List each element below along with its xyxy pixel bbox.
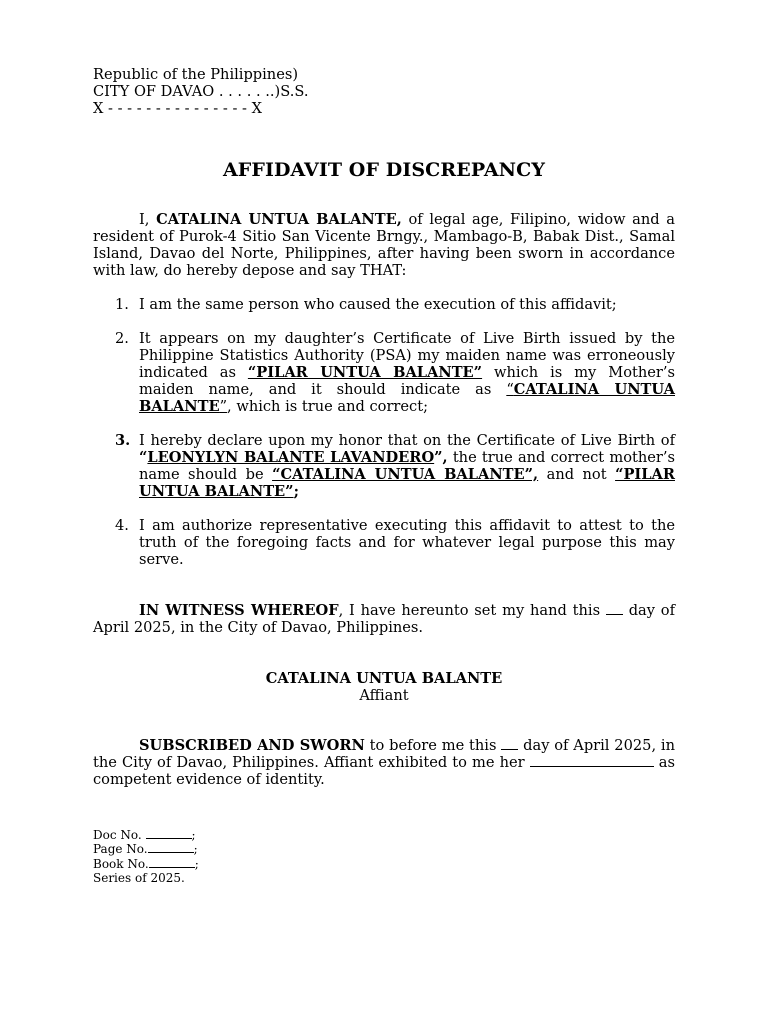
doc-no-blank — [146, 828, 192, 839]
quote-mark: “ — [139, 449, 148, 466]
item-text: I am authorize representative executing this affidavit to attest to the truth of the foregoing facts and for whatever legal purpose this may serve. — [139, 517, 675, 568]
doc-no-label: Doc No. — [93, 828, 146, 842]
semicolon: ; — [193, 842, 198, 857]
statement-list — [93, 296, 675, 568]
day-blank-line — [501, 737, 518, 750]
intro-text-rest: of legal age, Filipino, widow and a resident of Purok-4 Sitio San Vicente Brngy., Mambago-B, Babak Dist., Samal Island, Davao del Norte, Philippines, after having been sworn in accordance with law, do hereby depose and say THAT: — [93, 211, 675, 279]
document-title: AFFIDAVIT OF DISCREPANCY — [222, 159, 546, 181]
item-number: 3. — [115, 432, 131, 449]
affiant-role: Affiant — [359, 687, 409, 704]
series-line: Series of 2025. — [93, 870, 185, 885]
book-no-label: Book No. — [93, 856, 149, 871]
witness-text: day of April 2025, in the City of Davao, Philippines. — [93, 602, 675, 636]
correct-name-highlight: “CATALINA UNTUA BALANTE”, — [272, 466, 539, 483]
jurat-paragraph — [93, 737, 675, 788]
item-number: 4. — [115, 517, 129, 534]
correct-name-highlight: CATALINA UNTUA BALANTE — [139, 381, 675, 415]
item-punctuation: ; — [293, 483, 299, 500]
book-no-line — [93, 857, 675, 871]
item-text: which is my Mother’s maiden name, and it should indicate as — [139, 364, 675, 398]
witness-text: , I have hereunto set my hand this — [338, 602, 606, 619]
intro-paragraph — [93, 211, 675, 279]
item-number: 1. — [115, 296, 129, 313]
jurat-text: as competent evidence of identity. — [93, 754, 675, 788]
quote-mark: “ — [506, 381, 514, 398]
item-text: I hereby declare upon my honor that on the Certificate of Live Birth of — [139, 432, 675, 449]
venue-line-separator: X - - - - - - - - - - - - - - - X — [93, 100, 262, 117]
book-no-blank — [149, 857, 195, 868]
semicolon: ; — [194, 856, 199, 871]
quote-mark: ” — [219, 398, 228, 415]
venue-line-city: CITY OF DAVAO . . . . . ..)S.S. — [93, 83, 309, 100]
item-number: 2. — [115, 330, 129, 347]
statement-item-3 — [93, 432, 675, 500]
venue-header — [93, 66, 675, 117]
semicolon: ; — [191, 828, 196, 842]
id-blank-line — [530, 754, 654, 767]
signature-block — [93, 670, 675, 704]
witness-lead: IN WITNESS WHEREOF — [139, 602, 339, 619]
statement-item-1 — [93, 296, 675, 313]
notarial-register — [93, 828, 675, 885]
page-no-label: Page No. — [93, 842, 148, 857]
quote-mark: ”, — [434, 449, 448, 466]
wrong-name-highlight: “PILAR UNTUA BALANTE” — [139, 466, 675, 500]
jurat-text: day of April 2025, in the City of Davao, Philippines. Affiant exhibited to me her — [93, 737, 675, 771]
venue-line-republic: Republic of the Philippines) — [93, 66, 299, 83]
witness-paragraph — [93, 602, 675, 636]
item-text: , which is true and correct; — [227, 398, 428, 415]
jurat-lead: SUBSCRIBED AND SWORN — [139, 737, 365, 754]
jurat-text: to before me this — [364, 737, 502, 754]
statement-item-2 — [93, 330, 675, 415]
affiant-name-intro: CATALINA UNTUA BALANTE, — [156, 211, 402, 228]
page-no-line — [93, 842, 675, 856]
day-blank-line — [606, 602, 623, 615]
affidavit-page — [93, 66, 675, 885]
item-text: It appears on my daughter’s Certificate of Live Birth issued by the Philippine Statistics Authority (PSA) my maiden name was erroneously indicated as — [139, 330, 675, 381]
doc-no-line — [93, 828, 675, 842]
statement-item-4 — [93, 517, 675, 568]
wrong-name-highlight: “PILAR UNTUA BALANTE” — [247, 364, 483, 381]
item-text: and not — [538, 466, 616, 483]
affiant-signature-name: CATALINA UNTUA BALANTE — [265, 670, 503, 687]
daughter-name-highlight: LEONYLYN BALANTE LAVANDERO — [147, 449, 435, 466]
page-no-blank — [148, 842, 194, 853]
item-text: I am the same person who caused the execution of this affidavit; — [139, 296, 617, 313]
intro-text-start: I, — [139, 211, 157, 228]
item-text: the true and correct mother’s name should be — [139, 449, 675, 483]
